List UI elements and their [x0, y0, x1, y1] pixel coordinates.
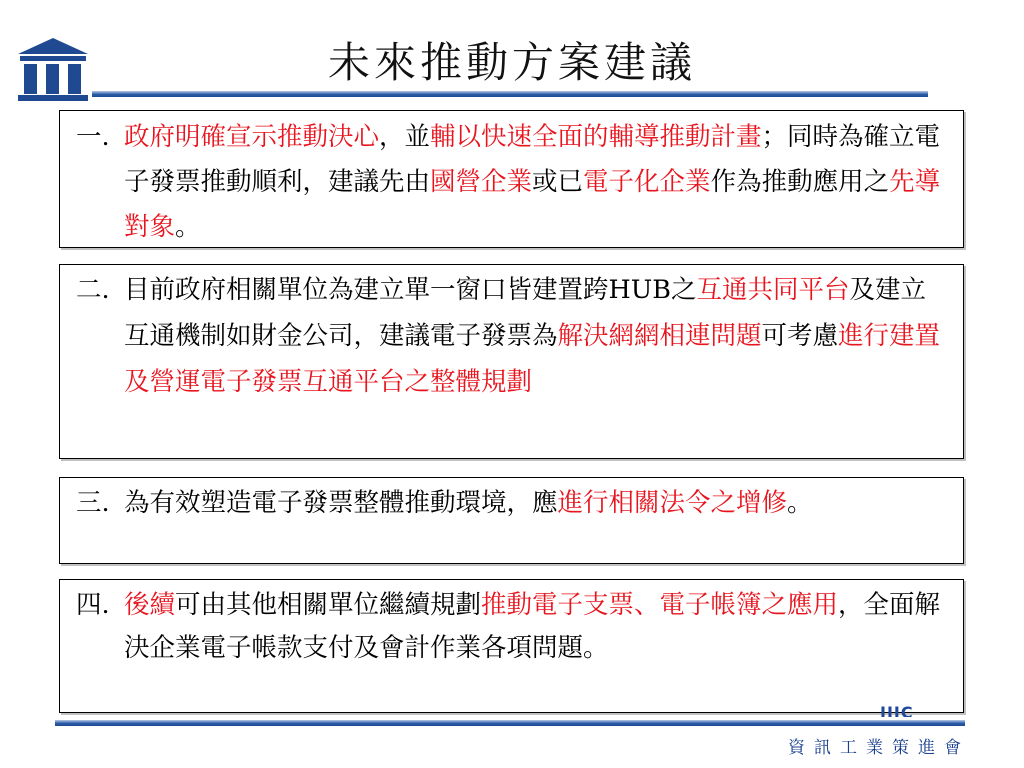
text-segment: 。 — [583, 633, 609, 663]
item-number: 三. — [76, 488, 110, 518]
text-segment: ，全面解決企業電子帳款支付及會計作業各項問題 — [124, 590, 941, 663]
text-segment: 進行建置及營運電子發票互通平台之整體規劃 — [124, 321, 941, 397]
text-segment: 可由其他相關單位繼續規劃 — [175, 590, 482, 620]
item-number: 二. — [76, 275, 110, 305]
text-segment: ；同時為確立電子發票推動順利，建議先由 — [124, 122, 941, 197]
text-segment: 先導對象 — [124, 167, 941, 242]
proposal-item-1 — [76, 115, 949, 250]
text-segment: 或已 — [532, 167, 584, 197]
text-segment: 解決網網相連問題 — [557, 321, 762, 351]
text-segment: 後續 — [124, 590, 176, 620]
proposal-box-2 — [59, 264, 964, 459]
footer-divider — [55, 720, 965, 726]
text-segment: 政府明確宣示推動決心 — [124, 122, 380, 152]
text-segment: ，並 — [379, 122, 431, 152]
text-segment: 互通共同平台 — [696, 275, 850, 305]
text-segment: 進行相關法令之增修 — [557, 488, 788, 518]
text-segment: 作為推動應用之 — [710, 167, 890, 197]
text-segment: 電子化企業 — [583, 167, 711, 197]
page-title: 未來推動方案建議 — [327, 38, 696, 87]
proposal-box-4 — [59, 579, 964, 713]
text-segment: 為有效塑造電子發票整體推動環境，應 — [124, 488, 558, 518]
text-segment: 。 — [787, 488, 813, 518]
text-segment: 國營企業 — [430, 167, 533, 197]
proposal-item-4 — [76, 584, 949, 670]
proposal-box-3 — [59, 477, 964, 564]
proposal-box-1 — [59, 110, 964, 248]
text-segment: 。 — [175, 212, 201, 242]
title-underline — [92, 91, 928, 97]
text-segment: 及建立互通機制如財金公司，建議電子發票為 — [124, 275, 926, 351]
text-segment: 目前政府相關單位為建立單一窗口皆建置跨HUB之 — [124, 275, 697, 305]
proposal-item-2 — [76, 267, 949, 405]
proposal-item-3 — [76, 482, 949, 524]
text-segment: 推動電子支票、電子帳簿之應用 — [481, 590, 839, 620]
text-segment: 可考慮 — [761, 321, 839, 351]
item-number: 四. — [76, 590, 110, 620]
text-segment: 輔以快速全面的輔導推動計畫 — [430, 122, 762, 152]
iiic-logo-mark: IIIC — [880, 703, 914, 717]
item-number: 一. — [76, 122, 110, 152]
organization-name: 資訊工業策進會 — [788, 738, 970, 758]
